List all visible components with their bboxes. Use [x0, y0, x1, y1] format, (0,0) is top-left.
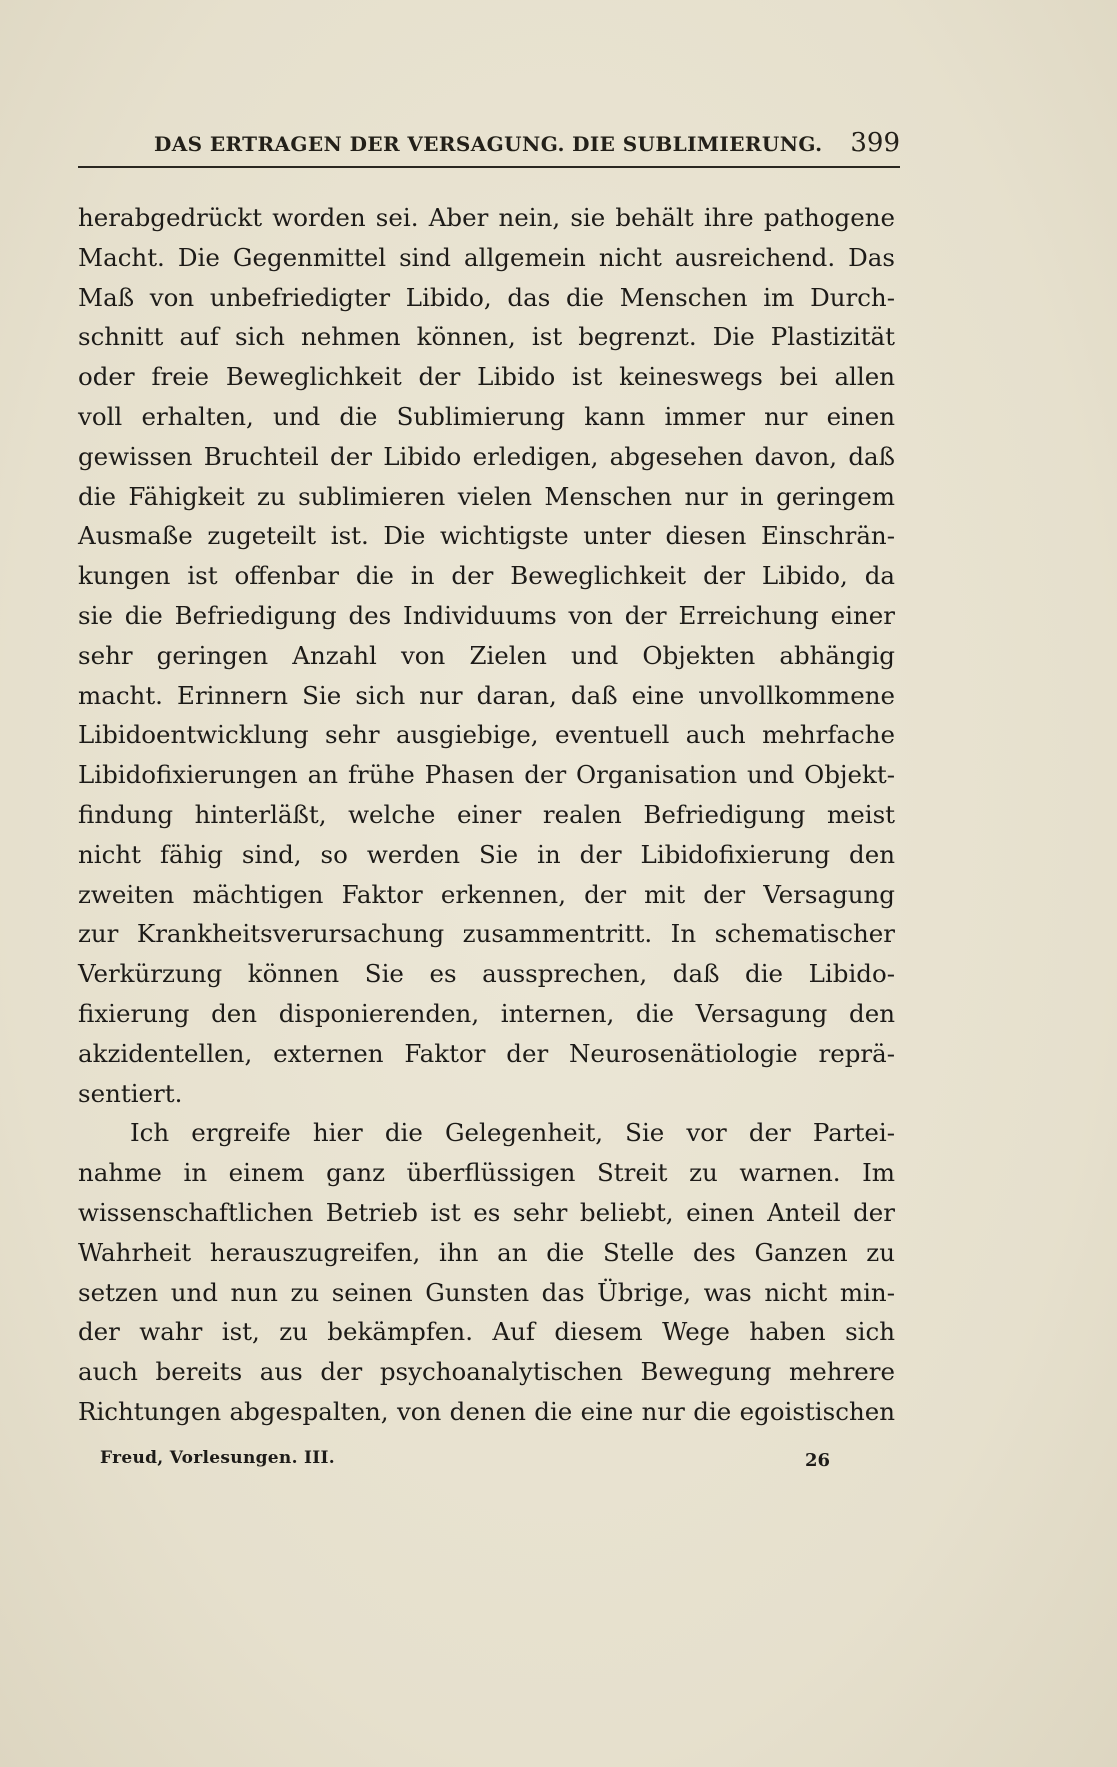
text-line: macht. Erinnern Sie sich nur daran, daß eine unvollkommene [78, 680, 895, 710]
text-line: nicht fähig sind, so werden Sie in der Libidofixierung den [78, 839, 895, 869]
text-line: sehr geringen Anzahl von Zielen und Objekten abhängig [78, 640, 895, 670]
sheet-signature-number: 26 [804, 1450, 830, 1471]
paragraph-start-line: Ich ergreife hier die Gelegenheit, Sie vor der Partei- [130, 1118, 895, 1148]
signature-line: Freud, Vorlesungen. III. [100, 1448, 335, 1468]
text-line: die Fähigkeit zu sublimieren vielen Menschen nur in geringem [78, 481, 895, 511]
text-line: Libidofixierungen an frühe Phasen der Organisation und Objekt- [78, 760, 895, 790]
text-line: Maß von unbefriedigter Libido, das die Menschen im Durch- [78, 282, 895, 312]
text-line: Macht. Die Gegenmittel sind allgemein nicht ausreichend. Das [78, 242, 895, 272]
header-rule [78, 166, 900, 168]
page-footer [100, 1448, 830, 1478]
text-line: voll erhalten, und die Sublimierung kann immer nur einen [78, 401, 895, 431]
body-text [78, 198, 895, 1432]
text-line: Libidoentwicklung sehr ausgiebige, eventuell auch mehrfache [78, 720, 895, 750]
text-line: sie die Befriedigung des Individuums von der Erreichung einer [78, 600, 895, 630]
text-line: wissenschaftlichen Betrieb ist es sehr beliebt, einen Anteil der [78, 1197, 895, 1227]
text-line: akzidentellen, externen Faktor der Neurosenätiologie reprä- [78, 1038, 895, 1068]
text-line: findung hinterläßt, welche einer realen Befriedigung meist [78, 799, 895, 829]
text-line: Ausmaße zugeteilt ist. Die wichtigste unter diesen Einschrän- [78, 521, 895, 551]
text-line: gewissen Bruchteil der Libido erledigen, abgesehen davon, daß [78, 441, 895, 471]
text-line: Verkürzung können Sie es aussprechen, daß die Libido- [78, 959, 895, 989]
text-line: auch bereits aus der psychoanalytischen Bewegung mehrere [78, 1357, 895, 1387]
text-line: fixierung den disponierenden, internen, die Versagung den [78, 998, 895, 1028]
text-line: setzen und nun zu seinen Gunsten das Übrige, was nicht min- [78, 1277, 895, 1307]
text-line: nahme in einem ganz überflüssigen Streit zu warnen. Im [78, 1158, 895, 1188]
running-title: DAS ERTRAGEN DER VERSAGUNG. DIE SUBLIMIERUNG. [154, 132, 823, 156]
page-header [78, 124, 900, 164]
text-line: Wahrheit herauszugreifen, ihn an die Stelle des Ganzen zu [78, 1237, 895, 1267]
text-line: kungen ist offenbar die in der Beweglichkeit der Libido, da [78, 561, 895, 591]
page-number: 399 [850, 128, 900, 158]
text-line: oder freie Beweglichkeit der Libido ist keineswegs bei allen [78, 362, 895, 392]
text-line: zweiten mächtigen Faktor erkennen, der mit der Versagung [78, 879, 895, 909]
text-line: zur Krankheitsverursachung zusammentritt. In schematischer [78, 919, 895, 949]
text-line: Richtungen abgespalten, von denen die eine nur die egoistischen [78, 1396, 895, 1426]
text-line: der wahr ist, zu bekämpfen. Auf diesem Wege haben sich [78, 1317, 895, 1347]
text-line: herabgedrückt worden sei. Aber nein, sie behält ihre pathogene [78, 203, 895, 232]
paragraph-end-line: sentiert. [78, 1078, 183, 1108]
text-line: schnitt auf sich nehmen können, ist begrenzt. Die Plastizität [78, 322, 895, 352]
